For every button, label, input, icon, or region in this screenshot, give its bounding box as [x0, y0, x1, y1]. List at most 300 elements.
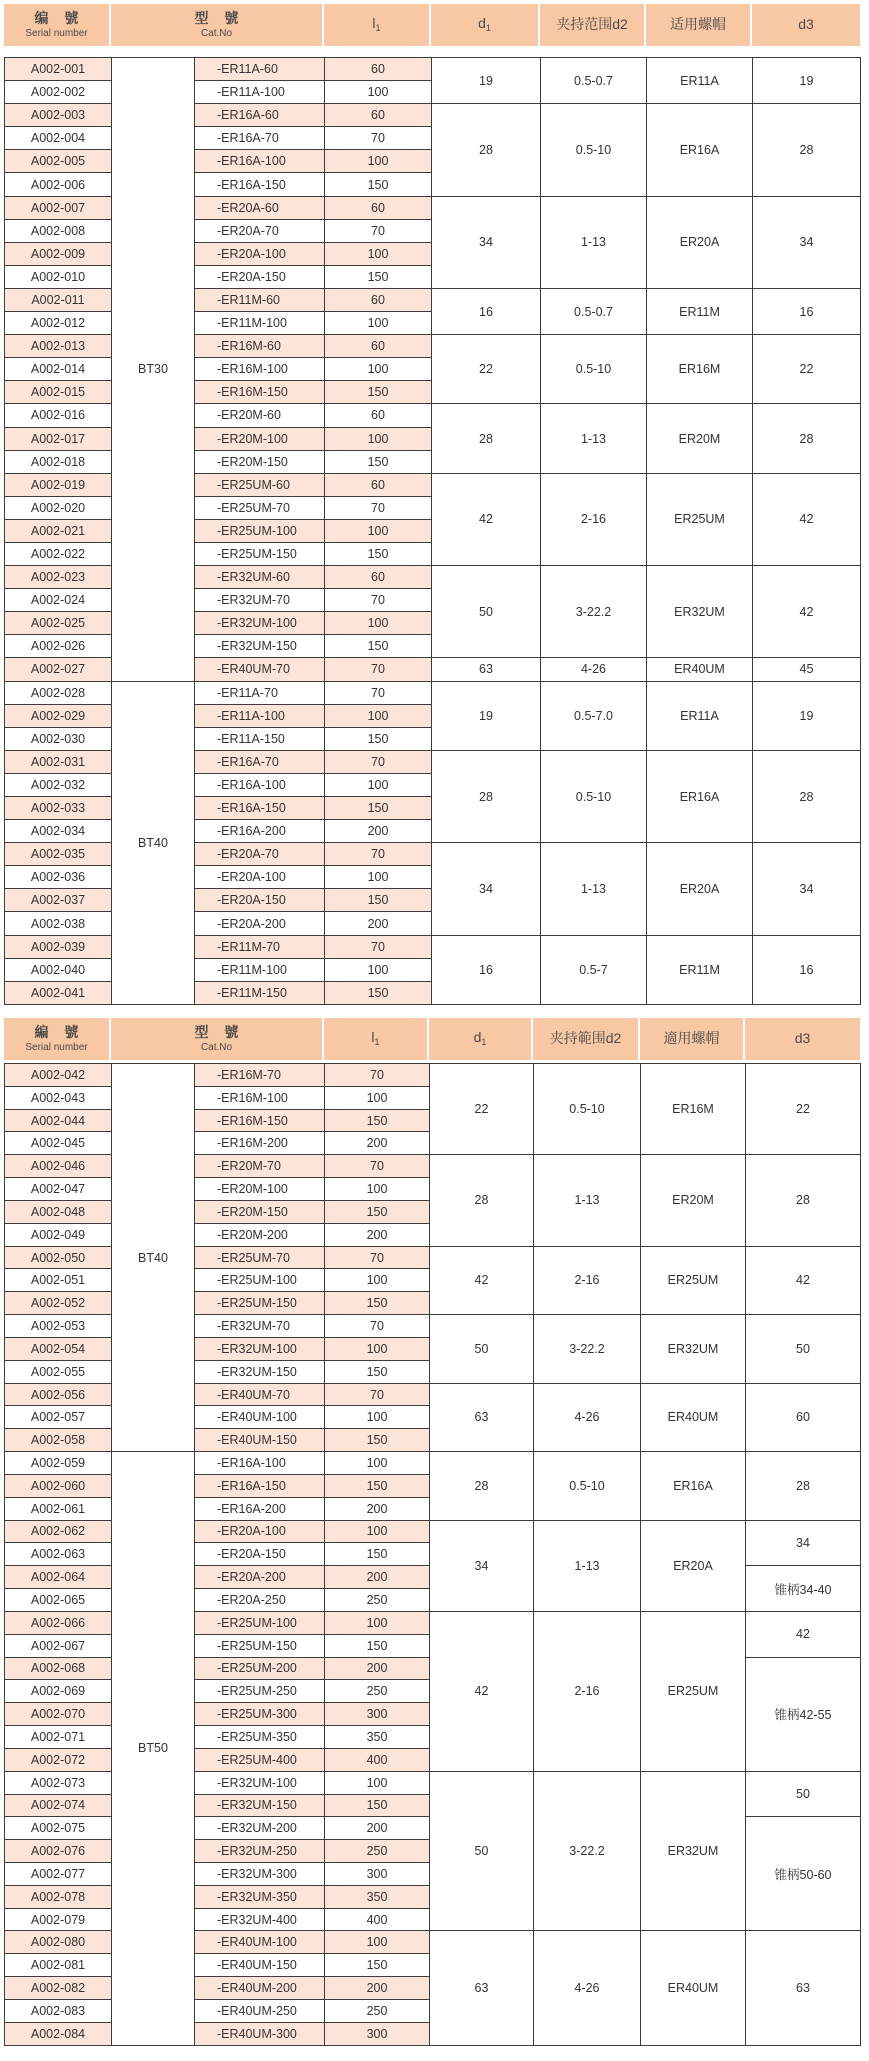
serial-number-header	[4, 1018, 111, 1060]
clamping-range-cell: 1-13	[541, 843, 647, 935]
clamping-range-cell: 1-13	[541, 196, 647, 288]
serial-number-cell: A002-049	[5, 1223, 112, 1246]
l1-header	[324, 1018, 429, 1060]
cat-no-cell: -ER20A-100	[195, 242, 325, 265]
serial-number-cell: A002-028	[5, 681, 112, 704]
serial-number-cell: A002-068	[5, 1657, 112, 1680]
d1-header	[431, 4, 540, 46]
cat-no-cell: -ER16A-100	[195, 1452, 325, 1475]
cat-no-cell: -ER32UM-100	[195, 1337, 325, 1360]
d1-cell: 42	[430, 1611, 534, 1771]
serial-number-cell: A002-041	[5, 981, 112, 1004]
collet-nut-cell: ER16A	[641, 1452, 746, 1520]
l1-cell: 70	[325, 127, 432, 150]
clamping-range-cell: 0.5-10	[534, 1064, 641, 1155]
shank-type-cell: BT40	[112, 681, 195, 1004]
cat-no-cell: -ER32UM-200	[195, 1817, 325, 1840]
cat-no-cell: -ER11M-150	[195, 981, 325, 1004]
collet-nut-cell: ER25UM	[647, 473, 753, 565]
cat-no-cell: -ER11M-100	[195, 958, 325, 981]
table-header	[4, 1018, 860, 1060]
d3-cell: 19	[753, 58, 861, 104]
cat-no-cell: -ER32UM-70	[195, 1315, 325, 1338]
cat-no-cell: -ER20A-70	[195, 219, 325, 242]
serial-number-cell: A002-033	[5, 797, 112, 820]
l1-cell: 100	[325, 81, 432, 104]
serial-number-cell: A002-042	[5, 1064, 112, 1087]
cat-no-cell: -ER16M-60	[195, 335, 325, 358]
serial-header-en: Serial number	[25, 28, 88, 40]
d1-cell: 28	[432, 104, 541, 196]
cat-no-cell: -ER40UM-250	[195, 1999, 325, 2022]
clamping-range-cell: 3-22.2	[541, 566, 647, 658]
clamping-range-cell: 0.5-0.7	[541, 58, 647, 104]
d3-cell: 锥柄50-60	[746, 1817, 861, 1931]
cat-no-cell: -ER40UM-200	[195, 1977, 325, 2000]
l1-cell: 250	[325, 1840, 430, 1863]
l1-cell: 100	[325, 519, 432, 542]
serial-number-cell: A002-043	[5, 1086, 112, 1109]
d3-cell: 22	[753, 335, 861, 404]
cat-no-cell: -ER20A-100	[195, 866, 325, 889]
l1-header	[324, 4, 431, 46]
d1-cell: 28	[432, 750, 541, 842]
serial-number-cell: A002-027	[5, 658, 112, 681]
l1-cell: 100	[325, 1520, 430, 1543]
serial-number-cell: A002-015	[5, 381, 112, 404]
l1-cell: 200	[325, 820, 432, 843]
serial-number-cell: A002-035	[5, 843, 112, 866]
serial-number-cell: A002-024	[5, 589, 112, 612]
cat-no-cell: -ER32UM-150	[195, 1794, 325, 1817]
table-header	[4, 4, 860, 46]
l1-header-sub: 1	[375, 23, 381, 34]
cat-no-cell: -ER11A-150	[195, 727, 325, 750]
cat-no-cell: -ER32UM-60	[195, 566, 325, 589]
serial-number-cell: A002-017	[5, 427, 112, 450]
l1-cell: 70	[325, 681, 432, 704]
d1-cell: 34	[432, 196, 541, 288]
d3-cell: 60	[746, 1383, 861, 1451]
serial-number-cell: A002-007	[5, 196, 112, 219]
cat-no-cell: -ER20A-60	[195, 196, 325, 219]
l1-cell: 150	[325, 797, 432, 820]
l1-cell: 150	[325, 1109, 430, 1132]
l1-cell: 300	[325, 2022, 430, 2045]
d1-header-sub: 1	[485, 23, 491, 34]
l1-cell: 200	[325, 1132, 430, 1155]
d3-header: d3	[752, 4, 860, 46]
serial-number-cell: A002-009	[5, 242, 112, 265]
cat-no-cell: -ER32UM-70	[195, 589, 325, 612]
cat-no-header	[111, 1018, 324, 1060]
serial-number-cell: A002-064	[5, 1566, 112, 1589]
l1-cell: 100	[325, 866, 432, 889]
l1-cell: 250	[325, 1589, 430, 1612]
l1-cell: 60	[325, 288, 432, 311]
d3-cell: 50	[746, 1771, 861, 1817]
l1-cell: 150	[325, 1200, 430, 1223]
cat-no-cell: -ER20A-200	[195, 1566, 325, 1589]
serial-number-cell: A002-082	[5, 1977, 112, 2000]
l1-cell: 100	[325, 1406, 430, 1429]
serial-number-cell: A002-026	[5, 635, 112, 658]
serial-number-cell: A002-011	[5, 288, 112, 311]
l1-cell: 200	[325, 1817, 430, 1840]
serial-number-cell: A002-019	[5, 473, 112, 496]
l1-cell: 200	[325, 1657, 430, 1680]
d3-cell: 28	[753, 104, 861, 196]
cat-no-cell: -ER16A-150	[195, 173, 325, 196]
cat-no-cell: -ER20A-150	[195, 265, 325, 288]
cat-no-cell: -ER20A-100	[195, 1520, 325, 1543]
serial-number-cell: A002-045	[5, 1132, 112, 1155]
cat-no-cell: -ER20M-70	[195, 1155, 325, 1178]
l1-cell: 150	[325, 981, 432, 1004]
d3-cell: 42	[746, 1246, 861, 1314]
l1-cell: 200	[325, 912, 432, 935]
l1-cell: 70	[325, 1246, 430, 1269]
serial-number-cell: A002-046	[5, 1155, 112, 1178]
l1-cell: 60	[325, 566, 432, 589]
clamping-range-cell: 2-16	[534, 1611, 641, 1771]
clamping-range-cell: 4-26	[534, 1383, 641, 1451]
clamping-range-cell: 2-16	[534, 1246, 641, 1314]
l1-cell: 200	[325, 1497, 430, 1520]
collet-nut-cell: ER25UM	[641, 1611, 746, 1771]
clamping-range-cell: 2-16	[541, 473, 647, 565]
cat-no-cell: -ER20M-150	[195, 1200, 325, 1223]
serial-number-cell: A002-023	[5, 566, 112, 589]
clamping-range-header: 夹持範围d2	[533, 1018, 640, 1060]
serial-number-cell: A002-003	[5, 104, 112, 127]
serial-number-cell: A002-052	[5, 1292, 112, 1315]
table-row	[5, 58, 861, 81]
l1-cell: 70	[325, 658, 432, 681]
d3-cell: 锥柄42-55	[746, 1657, 861, 1771]
clamping-range-cell: 3-22.2	[534, 1315, 641, 1383]
l1-cell: 100	[325, 150, 432, 173]
cat-no-cell: -ER16M-100	[195, 1086, 325, 1109]
spec-table-body	[5, 58, 861, 1005]
l1-cell: 150	[325, 1429, 430, 1452]
cat-no-cell: -ER16M-150	[195, 1109, 325, 1132]
cat-header-en: Cat.No	[200, 28, 233, 40]
l1-cell: 70	[325, 935, 432, 958]
cat-no-cell: -ER32UM-300	[195, 1862, 325, 1885]
cat-no-cell: -ER40UM-100	[195, 1406, 325, 1429]
d3-cell: 22	[746, 1064, 861, 1155]
l1-cell: 60	[325, 104, 432, 127]
l1-cell: 300	[325, 1862, 430, 1885]
d3-header: d3	[745, 1018, 860, 1060]
cat-no-cell: -ER20M-200	[195, 1223, 325, 1246]
l1-cell: 60	[325, 58, 432, 81]
serial-number-cell: A002-037	[5, 889, 112, 912]
d1-cell: 34	[430, 1520, 534, 1611]
l1-cell: 150	[325, 727, 432, 750]
serial-header-en: Serial number	[25, 1042, 88, 1054]
l1-cell: 70	[325, 1383, 430, 1406]
serial-number-cell: A002-062	[5, 1520, 112, 1543]
l1-cell: 200	[325, 1223, 430, 1246]
d3-cell: 45	[753, 658, 861, 681]
l1-cell: 250	[325, 1680, 430, 1703]
cat-no-cell: -ER16A-150	[195, 1474, 325, 1497]
l1-cell: 150	[325, 889, 432, 912]
d3-cell: 50	[746, 1315, 861, 1383]
cat-header-cn: 型 號	[194, 1023, 245, 1040]
l1-cell: 100	[325, 427, 432, 450]
clamping-range-cell: 3-22.2	[534, 1771, 641, 1931]
serial-number-cell: A002-080	[5, 1931, 112, 1954]
cat-no-cell: -ER11A-70	[195, 681, 325, 704]
serial-number-cell: A002-018	[5, 450, 112, 473]
d1-cell: 50	[432, 566, 541, 658]
l1-header-sub: 1	[374, 1037, 380, 1048]
serial-number-cell: A002-055	[5, 1360, 112, 1383]
serial-number-cell: A002-069	[5, 1680, 112, 1703]
cat-no-cell: -ER25UM-150	[195, 1292, 325, 1315]
collet-nut-cell: ER40UM	[641, 1931, 746, 2045]
collet-nut-cell: ER11M	[647, 935, 753, 1004]
l1-cell: 150	[325, 542, 432, 565]
serial-number-cell: A002-002	[5, 81, 112, 104]
cat-no-cell: -ER40UM-150	[195, 1954, 325, 1977]
d3-cell: 42	[753, 566, 861, 658]
cat-no-cell: -ER20A-150	[195, 1543, 325, 1566]
d1-cell: 50	[430, 1315, 534, 1383]
serial-number-cell: A002-038	[5, 912, 112, 935]
cat-no-cell: -ER11A-60	[195, 58, 325, 81]
serial-number-cell: A002-032	[5, 773, 112, 796]
serial-number-cell: A002-050	[5, 1246, 112, 1269]
cat-no-cell: -ER20A-150	[195, 889, 325, 912]
serial-number-cell: A002-071	[5, 1726, 112, 1749]
serial-number-cell: A002-008	[5, 219, 112, 242]
cat-no-cell: -ER25UM-150	[195, 542, 325, 565]
clamping-range-cell: 0.5-10	[541, 335, 647, 404]
cat-no-cell: -ER20M-100	[195, 1178, 325, 1201]
cat-no-cell: -ER25UM-150	[195, 1634, 325, 1657]
cat-no-cell: -ER11A-100	[195, 704, 325, 727]
d1-cell: 42	[430, 1246, 534, 1314]
l1-cell: 300	[325, 1703, 430, 1726]
l1-cell: 200	[325, 1977, 430, 2000]
l1-cell: 400	[325, 1908, 430, 1931]
serial-number-cell: A002-010	[5, 265, 112, 288]
l1-cell: 200	[325, 1566, 430, 1589]
cat-no-cell: -ER11A-100	[195, 81, 325, 104]
l1-cell: 150	[325, 265, 432, 288]
serial-number-cell: A002-039	[5, 935, 112, 958]
l1-cell: 100	[325, 1086, 430, 1109]
shank-type-cell: BT40	[112, 1064, 195, 1452]
cat-no-cell: -ER25UM-70	[195, 496, 325, 519]
clamping-range-cell: 1-13	[534, 1520, 641, 1611]
collet-nut-cell: ER32UM	[647, 566, 753, 658]
l1-cell: 150	[325, 1954, 430, 1977]
serial-number-cell: A002-036	[5, 866, 112, 889]
d3-cell: 34	[753, 196, 861, 288]
l1-cell: 70	[325, 219, 432, 242]
collet-nut-cell: ER16M	[641, 1064, 746, 1155]
collet-nut-cell: ER20M	[647, 404, 753, 473]
cat-no-cell: -ER25UM-250	[195, 1680, 325, 1703]
cat-no-cell: -ER16A-200	[195, 1497, 325, 1520]
d1-cell: 22	[430, 1064, 534, 1155]
l1-cell: 100	[325, 612, 432, 635]
collet-nut-cell: ER25UM	[641, 1246, 746, 1314]
d3-cell: 28	[746, 1155, 861, 1246]
serial-number-cell: A002-084	[5, 2022, 112, 2045]
cat-header-en: Cat.No	[200, 1042, 233, 1054]
clamping-range-cell: 4-26	[541, 658, 647, 681]
d1-header-base: d	[478, 15, 486, 32]
l1-cell: 70	[325, 1315, 430, 1338]
d1-cell: 19	[432, 681, 541, 750]
cat-no-cell: -ER32UM-100	[195, 1771, 325, 1794]
serial-number-cell: A002-014	[5, 358, 112, 381]
serial-number-cell: A002-054	[5, 1337, 112, 1360]
clamping-range-cell: 4-26	[534, 1931, 641, 2045]
l1-cell: 150	[325, 450, 432, 473]
cat-no-cell: -ER20M-60	[195, 404, 325, 427]
l1-cell: 100	[325, 312, 432, 335]
l1-cell: 150	[325, 1794, 430, 1817]
serial-number-cell: A002-059	[5, 1452, 112, 1475]
serial-number-cell: A002-053	[5, 1315, 112, 1338]
d3-cell: 19	[753, 681, 861, 750]
d3-cell: 28	[753, 750, 861, 842]
d3-cell: 42	[746, 1611, 861, 1657]
l1-cell: 150	[325, 635, 432, 658]
l1-cell: 150	[325, 1543, 430, 1566]
collet-nut-cell: ER11A	[647, 681, 753, 750]
serial-number-cell: A002-076	[5, 1840, 112, 1863]
d1-cell: 42	[432, 473, 541, 565]
serial-number-cell: A002-073	[5, 1771, 112, 1794]
clamping-range-cell: 1-13	[541, 404, 647, 473]
l1-cell: 150	[325, 173, 432, 196]
serial-number-cell: A002-013	[5, 335, 112, 358]
table-row	[5, 1064, 861, 1087]
cat-no-cell: -ER11M-60	[195, 288, 325, 311]
serial-number-cell: A002-083	[5, 1999, 112, 2022]
collet-nut-cell: ER20A	[647, 843, 753, 935]
cat-no-cell: -ER40UM-300	[195, 2022, 325, 2045]
d1-cell: 63	[430, 1383, 534, 1451]
l1-cell: 150	[325, 1634, 430, 1657]
cat-no-cell: -ER16A-70	[195, 127, 325, 150]
collet-nut-cell: ER40UM	[647, 658, 753, 681]
serial-number-cell: A002-057	[5, 1406, 112, 1429]
spec-table	[4, 57, 861, 1005]
cat-no-cell: -ER20A-200	[195, 912, 325, 935]
d1-cell: 22	[432, 335, 541, 404]
l1-cell: 100	[325, 1269, 430, 1292]
cat-no-cell: -ER25UM-200	[195, 1657, 325, 1680]
d3-cell: 16	[753, 288, 861, 334]
serial-number-cell: A002-021	[5, 519, 112, 542]
cat-no-cell: -ER16A-70	[195, 750, 325, 773]
serial-number-cell: A002-067	[5, 1634, 112, 1657]
serial-number-cell: A002-025	[5, 612, 112, 635]
serial-number-cell: A002-040	[5, 958, 112, 981]
shank-type-cell: BT30	[112, 58, 195, 682]
serial-number-cell: A002-066	[5, 1611, 112, 1634]
clamping-range-cell: 0.5-7.0	[541, 681, 647, 750]
l1-cell: 100	[325, 1452, 430, 1475]
serial-number-cell: A002-016	[5, 404, 112, 427]
d1-cell: 63	[432, 658, 541, 681]
serial-number-cell: A002-048	[5, 1200, 112, 1223]
cat-no-cell: -ER20M-150	[195, 450, 325, 473]
cat-no-cell: -ER32UM-150	[195, 635, 325, 658]
l1-cell: 250	[325, 1999, 430, 2022]
spec-table-body	[5, 1064, 861, 2046]
d3-cell: 16	[753, 935, 861, 1004]
d1-header-base: d	[473, 1029, 482, 1046]
l1-cell: 100	[325, 358, 432, 381]
cat-no-cell: -ER40UM-100	[195, 1931, 325, 1954]
l1-cell: 60	[325, 196, 432, 219]
serial-number-cell: A002-075	[5, 1817, 112, 1840]
serial-number-cell: A002-030	[5, 727, 112, 750]
serial-number-cell: A002-079	[5, 1908, 112, 1931]
cat-no-cell: -ER11M-100	[195, 312, 325, 335]
cat-no-cell: -ER40UM-70	[195, 658, 325, 681]
d1-cell: 19	[432, 58, 541, 104]
serial-number-cell: A002-022	[5, 542, 112, 565]
collet-nut-header: 适用螺帽	[646, 4, 752, 46]
cat-no-cell: -ER16M-70	[195, 1064, 325, 1087]
d1-cell: 28	[430, 1155, 534, 1246]
d1-cell: 16	[432, 288, 541, 334]
d3-cell: 42	[753, 473, 861, 565]
l1-cell: 70	[325, 843, 432, 866]
clamping-range-cell: 0.5-10	[534, 1452, 641, 1520]
serial-number-cell: A002-063	[5, 1543, 112, 1566]
cat-no-cell: -ER32UM-250	[195, 1840, 325, 1863]
l1-cell: 350	[325, 1885, 430, 1908]
l1-header-base: l	[372, 15, 376, 32]
l1-cell: 100	[325, 1771, 430, 1794]
serial-number-cell: A002-029	[5, 704, 112, 727]
d1-cell: 34	[432, 843, 541, 935]
serial-number-cell: A002-077	[5, 1862, 112, 1885]
collet-nut-cell: ER11M	[647, 288, 753, 334]
collet-nut-cell: ER16A	[647, 750, 753, 842]
l1-cell: 60	[325, 335, 432, 358]
collet-nut-cell: ER20A	[647, 196, 753, 288]
cat-no-cell: -ER25UM-70	[195, 1246, 325, 1269]
d3-cell: 28	[746, 1452, 861, 1520]
cat-no-cell: -ER25UM-100	[195, 1269, 325, 1292]
cat-no-cell: -ER16A-60	[195, 104, 325, 127]
cat-no-cell: -ER40UM-70	[195, 1383, 325, 1406]
cat-no-cell: -ER16A-200	[195, 820, 325, 843]
cat-no-cell: -ER25UM-100	[195, 519, 325, 542]
serial-number-cell: A002-060	[5, 1474, 112, 1497]
serial-number-header	[4, 4, 111, 46]
clamping-range-cell: 0.5-0.7	[541, 288, 647, 334]
cat-no-cell: -ER20A-250	[195, 1589, 325, 1612]
d3-cell: 锥柄34-40	[746, 1566, 861, 1612]
cat-no-cell: -ER16A-150	[195, 797, 325, 820]
l1-cell: 100	[325, 958, 432, 981]
cat-no-cell: -ER32UM-400	[195, 1908, 325, 1931]
